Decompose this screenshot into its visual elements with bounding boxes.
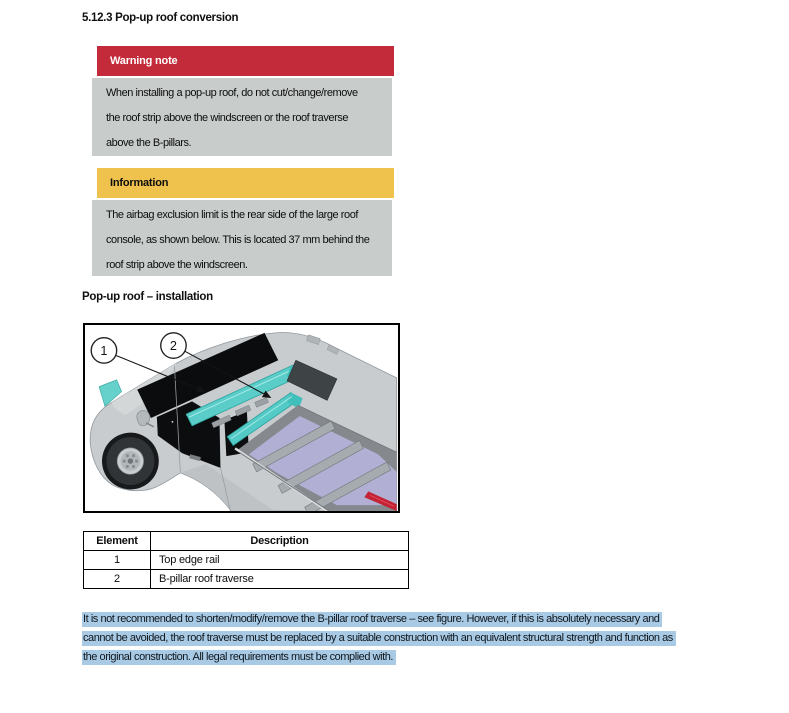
warning-note-body	[92, 78, 392, 156]
information-line: roof strip above the windscreen.	[106, 259, 248, 271]
section-heading: 5.12.3 Pop-up roof conversion	[82, 12, 239, 24]
warning-note-line: above the B-pillars.	[106, 137, 192, 149]
callout-2-number: 2	[169, 338, 178, 354]
callout-2	[161, 333, 186, 358]
warning-note-line: When installing a pop-up roof, do not cut/change/remove	[106, 87, 358, 99]
callout-1	[91, 338, 116, 363]
selected-text: It is not recommended to shorten/modify/remove the B-pillar roof traverse – see figure. However, if this is absolutely necessary and	[82, 612, 662, 627]
information-line: The airbag exclusion limit is the rear side of the large roof	[106, 209, 358, 221]
figure-frame	[83, 323, 400, 513]
information-body	[92, 200, 392, 276]
information-line: console, as shown below. This is located 37 mm behind the	[106, 234, 370, 246]
selected-text: cannot be avoided, the roof traverse must be replaced by a suitable construction with an equivalent structural strength and function as	[82, 631, 676, 646]
warning-note-title: Warning note	[110, 55, 178, 67]
figure-caption: Pop-up roof – installation	[82, 291, 213, 303]
selected-line	[82, 611, 676, 630]
information-header	[97, 168, 394, 198]
table-row	[84, 570, 409, 589]
information-title: Information	[110, 177, 169, 189]
element-number-cell: 2	[84, 570, 151, 589]
selected-line	[82, 649, 676, 668]
popup-roof-figure	[85, 325, 398, 511]
selected-line	[82, 630, 676, 649]
description-cell: Top edge rail	[151, 551, 409, 570]
parts-table	[83, 531, 409, 589]
callout-1-number: 1	[100, 342, 108, 358]
text-selection	[82, 611, 676, 668]
front-wheel	[102, 433, 159, 490]
table-header-element: Element	[84, 532, 151, 551]
selected-text: the original construction. All legal requirements must be complied with.	[82, 650, 396, 665]
table-row	[84, 551, 409, 570]
table-header-description: Description	[151, 532, 409, 551]
table-header-row	[84, 532, 409, 551]
description-cell: B-pillar roof traverse	[151, 570, 409, 589]
warning-note-header	[97, 46, 394, 76]
element-number-cell: 1	[84, 551, 151, 570]
warning-note-line: the roof strip above the windscreen or the roof traverse	[106, 112, 348, 124]
